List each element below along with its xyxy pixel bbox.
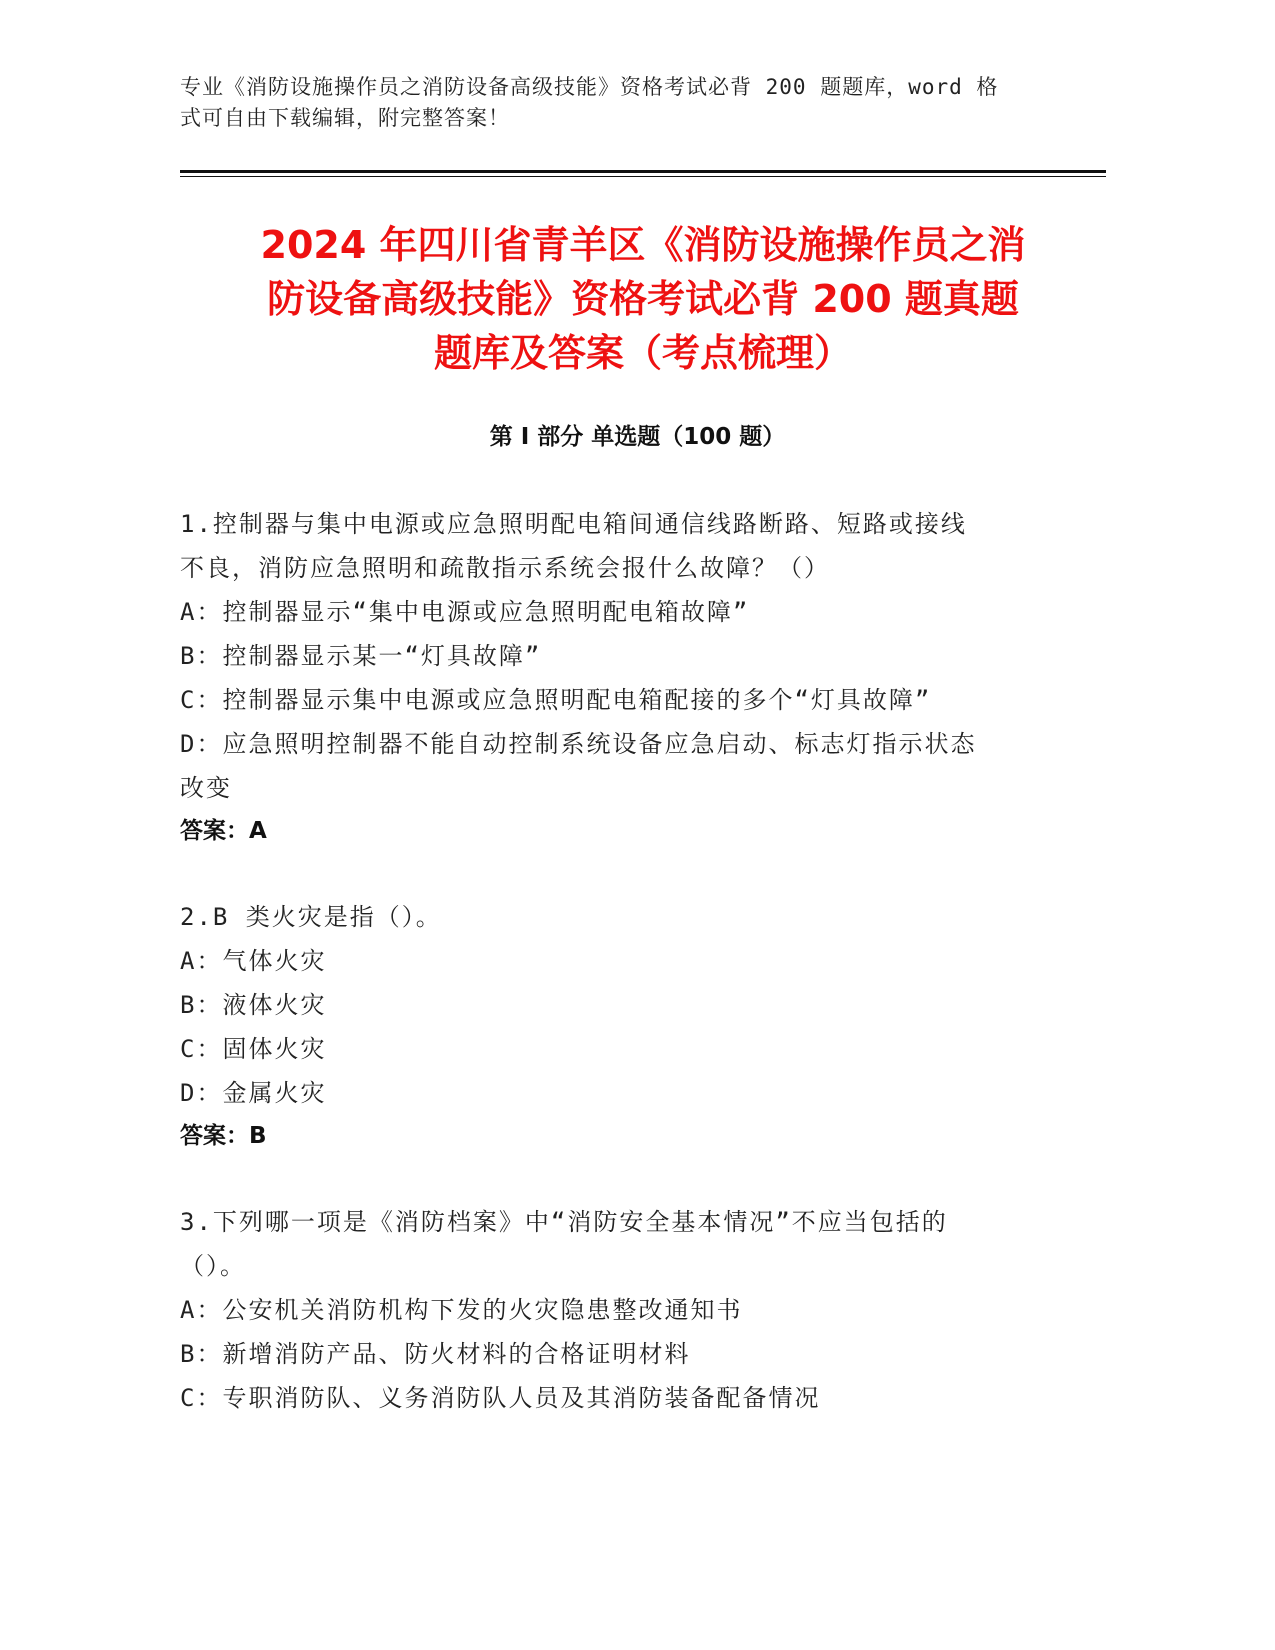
option-b: B：液体火灾 bbox=[180, 991, 327, 1019]
section-heading: 第 I 部分 单选题（100 题） bbox=[489, 424, 786, 450]
question-stem: 2.B 类火灾是指（）。 bbox=[180, 903, 442, 931]
question-stem: 1.控制器与集中电源或应急照明配电箱间通信线路断路、短路或接线 bbox=[180, 510, 967, 538]
option-d: D：金属火灾 bbox=[180, 1079, 327, 1107]
header-note-line: 式可自由下载编辑，附完整答案！ bbox=[180, 106, 510, 130]
option-c: C：控制器显示集中电源或应急照明配电箱配接的多个“灯具故障” bbox=[180, 686, 932, 714]
option-a: A：气体火灾 bbox=[180, 947, 327, 975]
question-stem: 3.下列哪一项是《消防档案》中“消防安全基本情况”不应当包括的 bbox=[180, 1208, 948, 1236]
option-d-continued: 改变 bbox=[180, 774, 232, 802]
option-a: A：公安机关消防机构下发的火灾隐患整改通知书 bbox=[180, 1296, 743, 1324]
answer: 答案：B bbox=[180, 1123, 267, 1149]
option-c: C：专职消防队、义务消防队人员及其消防装备配备情况 bbox=[180, 1384, 821, 1412]
document-title bbox=[170, 218, 1116, 380]
option-b: B：新增消防产品、防火材料的合格证明材料 bbox=[180, 1340, 691, 1368]
header-divider-thick bbox=[180, 170, 1106, 173]
question-stem: （）。 bbox=[180, 1252, 246, 1280]
title-line: 题库及答案（考点梳理） bbox=[433, 331, 852, 375]
header-divider-thin bbox=[180, 176, 1106, 177]
option-d: D：应急照明控制器不能自动控制系统设备应急启动、标志灯指示状态 bbox=[180, 730, 977, 758]
header-note-line: 专业《消防设施操作员之消防设备高级技能》资格考试必背 200 题题库，word 格 bbox=[180, 75, 999, 99]
option-b: B：控制器显示某一“灯具故障” bbox=[180, 642, 542, 670]
question-stem: 不良，消防应急照明和疏散指示系统会报什么故障？（） bbox=[180, 554, 830, 582]
header-note bbox=[180, 72, 1040, 134]
option-c: C：固体火灾 bbox=[180, 1035, 327, 1063]
title-line: 防设备高级技能》资格考试必背 200 题真题 bbox=[267, 277, 1019, 321]
answer: 答案：A bbox=[180, 818, 267, 844]
option-a: A：控制器显示“集中电源或应急照明配电箱故障” bbox=[180, 598, 750, 626]
title-line: 2024 年四川省青羊区《消防设施操作员之消 bbox=[260, 223, 1026, 267]
